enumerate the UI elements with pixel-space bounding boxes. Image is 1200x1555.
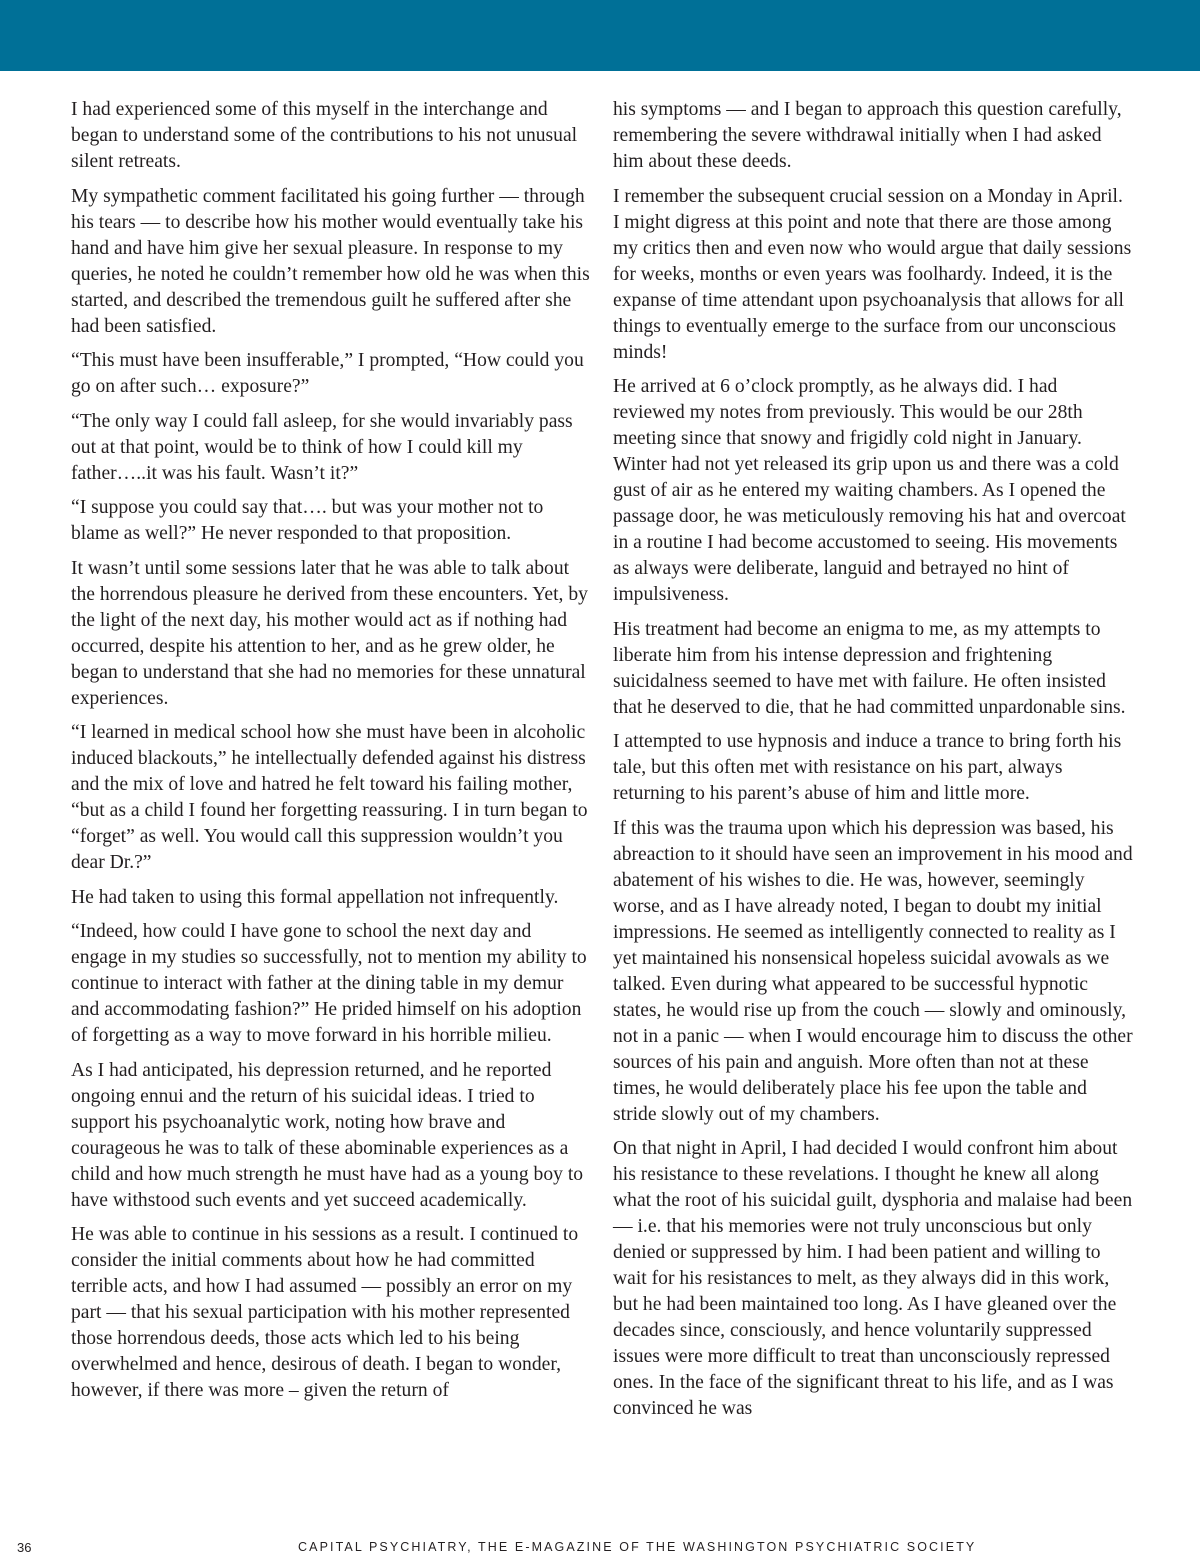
page-number: 36: [17, 1540, 32, 1555]
header-bar: [0, 0, 1200, 71]
paragraph: On that night in April, I had decided I would confront him about his resistance to these revelations. I thought he knew all along what the root of his suicidal guilt, dysphoria and malaise had been — i.e. that his memories were not truly unconscious but only denied or suppressed by him. I had been patient and willing to wait for his resistances to melt, as they always did in this work, but he had been maintained too long. As I have gleaned over the decades since, consciously, and hence voluntarily suppressed issues were more difficult to treat than unconsciously repressed ones. In the face of the significant threat to his life, and as I was convinced he was: [613, 1138, 1133, 1419]
paragraph: I attempted to use hypnosis and induce a trance to bring forth his tale, but this often met with resistance on his part, always returning to his parent’s abuse of him and little more.: [613, 731, 1122, 804]
paragraph: As I had anticipated, his depression returned, and he reported ongoing ennui and the return of his suicidal ideas. I tried to support his psychoanalytic work, noting how brave and courageous he was to talk of these abominable experiences as a child and how much strength he must have had as a young boy to have withstood such events and yet succeed academically.: [71, 1059, 584, 1211]
paragraph: I had experienced some of this myself in the interchange and began to understand some of the contributions to his not unusual silent retreats.: [71, 99, 578, 172]
paragraph: His treatment had become an enigma to me, as my attempts to liberate him from his intense depression and frightening suicidalness seemed to have met with failure. He often insisted that he deserved to die, that he had committed unpardonable sins.: [613, 618, 1126, 718]
paragraph: He was able to continue in his sessions as a result. I continued to consider the initial comments about how he had committed terrible acts, and how I had assumed — possibly an error on my part — that his sexual participation with his mother represented those horrendous deeds, those acts which led to his being overwhelmed and hence, desirous of death. I began to wonder, however, if there was more – given the return of: [71, 1224, 579, 1401]
paragraph: He had taken to using this formal appellation not infrequently.: [71, 886, 559, 908]
publication-title: CAPITAL PSYCHIATRY, THE E-MAGAZINE OF THE WASHINGTON PSYCHIATRIC SOCIETY: [298, 1540, 977, 1554]
paragraph: “Indeed, how could I have gone to school the next day and engage in my studies so successfully, not to mention my ability to continue to interact with father at the dining table in my demur and accommodating fashion?” He prided himself on his adoption of forgetting as a way to move forward in his horrible milieu.: [71, 921, 587, 1046]
paragraph: “I learned in medical school how she must have been in alcoholic induced blackouts,” he intellectually defended against his distress and the mix of love and hatred he felt toward his failing mother, “but as a child I found her forgetting reassuring. I in turn began to “forget” as well. You would call this suppression wouldn’t you dear Dr.?”: [71, 722, 588, 873]
paragraph: It wasn’t until some sessions later that he was able to talk about the horrendous pleasure he derived from these encounters. Yet, by the light of the next day, his mother would act as if nothing had occurred, despite his attention to her, and as he grew older, he began to understand that she had no memories for these unnatural experiences.: [71, 557, 588, 709]
paragraph: “This must have been insufferable,” I prompted, “How could you go on after such… exposure?”: [71, 350, 584, 397]
paragraph: If this was the trauma upon which his depression was based, his abreaction to it should have seen an improvement in his mood and abatement of his wishes to die. He was, however, seemingly worse, and as I have already noted, I began to doubt my initial impressions. He seemed as intelligently connected to reality as I yet maintained his nonsensical hopeless suicidal avowals as we talked. Even during what appeared to be successful hypnotic states, he would rise up from the couch — slowly and ominously, not in a panic — when I would encourage him to discuss the other sources of his pain and anguish. More often than not at these times, he would deliberately place his fee upon the table and stride slowly out of my chambers.: [613, 817, 1133, 1125]
paragraph: “The only way I could fall asleep, for she would invariably pass out at that point, would be to think of how I could kill my father…..it was his fault. Wasn’t it?”: [71, 410, 573, 484]
paragraph: He arrived at 6 o’clock promptly, as he always did. I had reviewed my notes from previously. This would be our 28th meeting since that snowy and frigidly cold night in January. Winter had not yet released its grip upon us and there was a cold gust of air as he entered my waiting chambers. As I opened the passage door, he was meticulously removing his hat and overcoat in a routine I had become accustomed to seeing. His movements as always were deliberate, languid and betrayed no hint of impulsiveness.: [613, 376, 1126, 605]
paragraph: My sympathetic comment facilitated his going further — through his tears — to describe how his mother would eventually take his hand and have him give her sexual pleasure. In response to my queries, he noted he couldn’t remember how old he was when this started, and described the tremendous guilt he suffered after she had been satisfied.: [71, 185, 590, 337]
left-column: [71, 97, 591, 1413]
right-column: [613, 97, 1133, 1431]
paragraph: “I suppose you could say that…. but was your mother not to blame as well?” He never responded to that proposition.: [71, 497, 544, 544]
paragraph: his symptoms — and I began to approach this question carefully, remembering the severe withdrawal initially when I had asked him about these deeds.: [613, 99, 1122, 172]
paragraph: I remember the subsequent crucial session on a Monday in April. I might digress at this point and note that there are those among my critics then and even now who would argue that daily sessions for weeks, months or even years was foolhardy. Indeed, it is the expanse of time attendant upon psychoanalysis that allows for all things to eventually emerge to the surface from our unconscious minds!: [613, 185, 1132, 363]
